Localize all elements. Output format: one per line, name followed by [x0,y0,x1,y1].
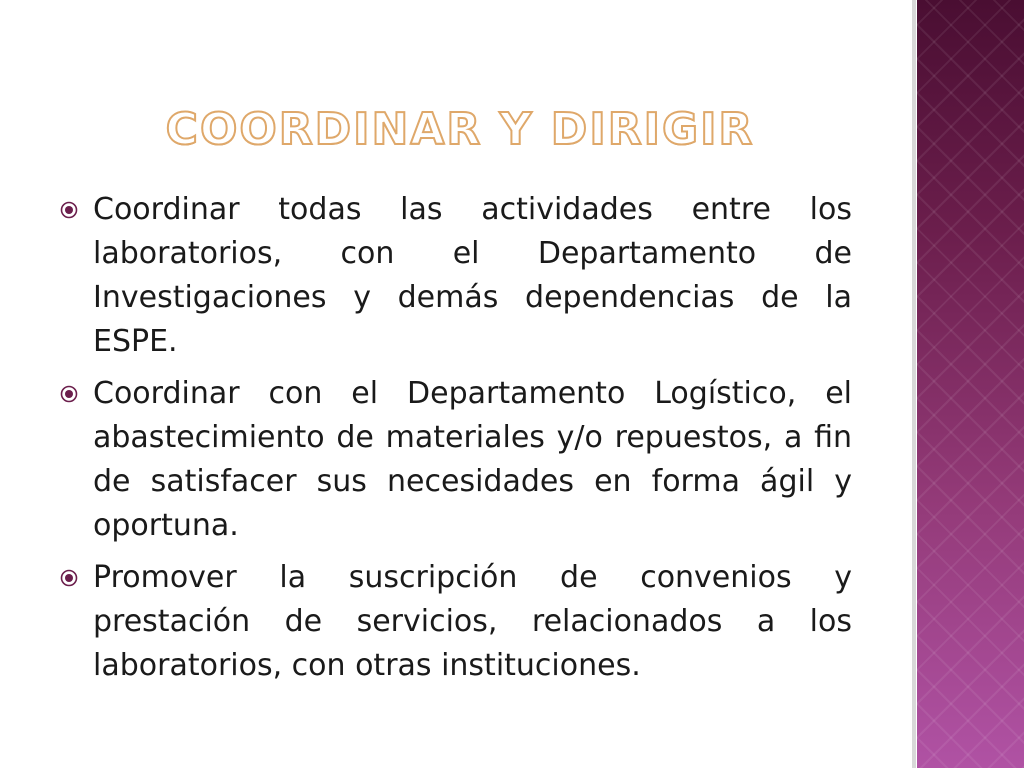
radio-bullet-icon [60,569,78,587]
bullet-text: Coordinar con el Departamento Logístico, el abastecimiento de materiales y/o repuestos, a fin de satisfacer sus necesidades en forma ágil y oportuna. [93,376,852,543]
radio-bullet-icon [60,201,78,219]
side-band-edge [912,0,917,768]
bullet-item [60,188,852,364]
bullet-text: Promover la suscripción de convenios y prestación de servicios, relacionados a los laboratorios, con otras instituciones. [93,560,852,683]
slide-title: COORDINAR Y DIRIGIR [165,104,755,155]
bullet-item [60,556,852,688]
bullet-item [60,372,852,548]
decorative-side-band [912,0,1024,768]
bullet-list [60,188,852,696]
radio-bullet-icon [60,385,78,403]
bullet-text: Coordinar todas las actividades entre los laboratorios, con el Departamento de Investigaciones y demás dependencias de la ESPE. [93,192,852,359]
